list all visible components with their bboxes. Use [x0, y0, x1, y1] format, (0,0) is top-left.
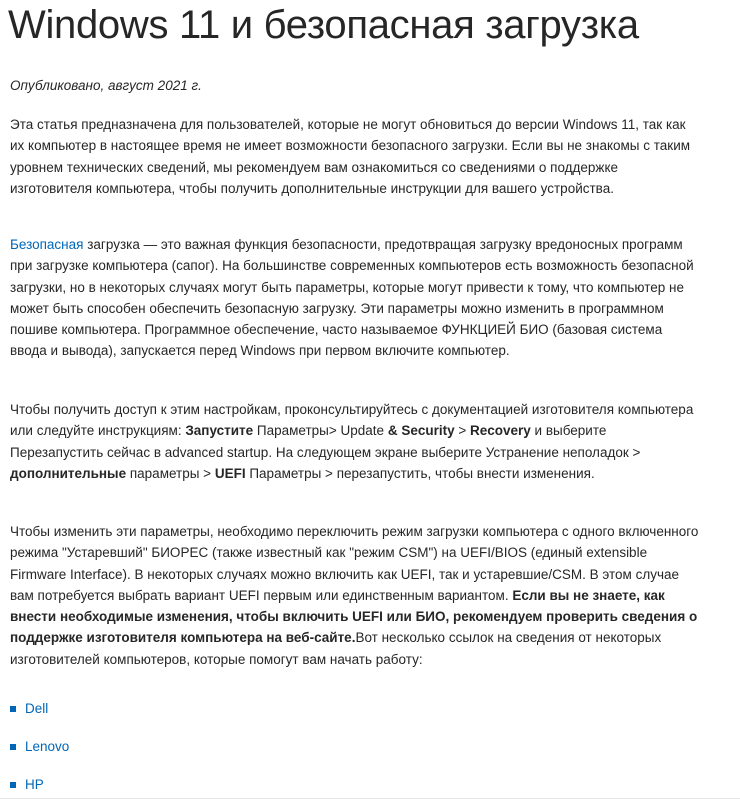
vendor-link-hp[interactable]: HP — [25, 777, 44, 792]
access-text-2: Параметры> Update — [253, 423, 388, 439]
secure-boot-text: загрузка — это важная функция безопасности, предотвращая загрузку вредоносных программ при загрузке компьютера (сапог). На большинстве современных компьютеров есть возможность безопасной загрузки, но в некоторых случаях могут быть параметры, которые могут привести к тому, что компьютер не может быть способен обеспечить безопасную загрузку. Эти параметры можно изменить в программном пошиве компьютера. Программное обеспечение, часто называемое ФУНКЦИЕЙ БИО (базовая система ввода и вывода), запускается перед Windows при первом включите компьютер. — [10, 237, 694, 359]
secure-boot-link[interactable]: Безопасная — [10, 237, 84, 252]
access-paragraph — [10, 399, 700, 484]
access-bold-uefi: UEFI — [214, 465, 246, 481]
change-text-1: Чтобы изменить эти параметры, необходимо переключить режим загрузки компьютера с одного включенного режима "Устаревший" БИОРЕС (также известный как "режим CSM") на UEFI/BIOS (единый extensible Firmware Interface). В некоторых случаях можно включить как UEFI, так и устаревшие/CSM. В этом случае вам потребуется выбрать вариант UEFI первым или единственным вариантом. — [10, 524, 699, 603]
access-bold-start: Запустите — [185, 423, 254, 439]
change-paragraph — [10, 521, 700, 670]
divider — [0, 798, 740, 799]
change-bold-advice: Если вы не знаете, как внести необходимые изменения, чтобы включить UEFI или БИО, рекомендуем проверить сведения о поддержке изготовителя компьютера на веб-сайте. — [10, 587, 698, 646]
bullet-square-icon — [10, 706, 16, 712]
access-bold-advanced: дополнительные — [10, 465, 127, 481]
access-bold-recovery: Recovery — [469, 423, 531, 439]
access-text-5: параметры > — [126, 465, 215, 481]
access-bold-security: & Security — [387, 423, 455, 439]
access-text-3: > — [454, 423, 470, 439]
vendor-link-lenovo[interactable]: Lenovo — [25, 739, 70, 754]
bullet-square-icon — [10, 782, 16, 788]
vendor-link-dell[interactable]: Dell — [25, 701, 49, 716]
access-text-1: Чтобы получить доступ к этим настройкам, проконсультируйтесь с документацией изготовителя компьютера или следуйте инструкциям: — [10, 402, 694, 439]
published-date: Опубликовано, август 2021 г. — [10, 78, 202, 93]
bullet-square-icon — [10, 744, 16, 750]
change-text-2: Вот несколько ссылок на сведения от некоторых изготовителей компьютеров, которые помогут вам начать работу: — [10, 630, 662, 667]
access-text-6: Параметры > перезапустить, чтобы внести изменения. — [245, 465, 595, 481]
access-text-4: и выберите Перезапустить сейчас в advanced startup. На следующем экране выберите Устранение неполадок > — [10, 423, 641, 460]
intro-paragraph — [10, 114, 700, 199]
intro-text: Эта статья предназначена для пользователей, которые не могут обновиться до версии Windows 11, так как их компьютер в настоящее время не имеет возможности безопасного загрузки. Если вы не знакомы с таким уровнем технических сведений, мы рекомендуем вам ознакомиться со сведениями о поддержке изготовителя компьютера, чтобы получить дополнительные инструкции для вашего устройства. — [10, 117, 691, 196]
page-title: Windows 11 и безопасная загрузка — [8, 3, 639, 47]
secure-boot-paragraph — [10, 234, 700, 362]
